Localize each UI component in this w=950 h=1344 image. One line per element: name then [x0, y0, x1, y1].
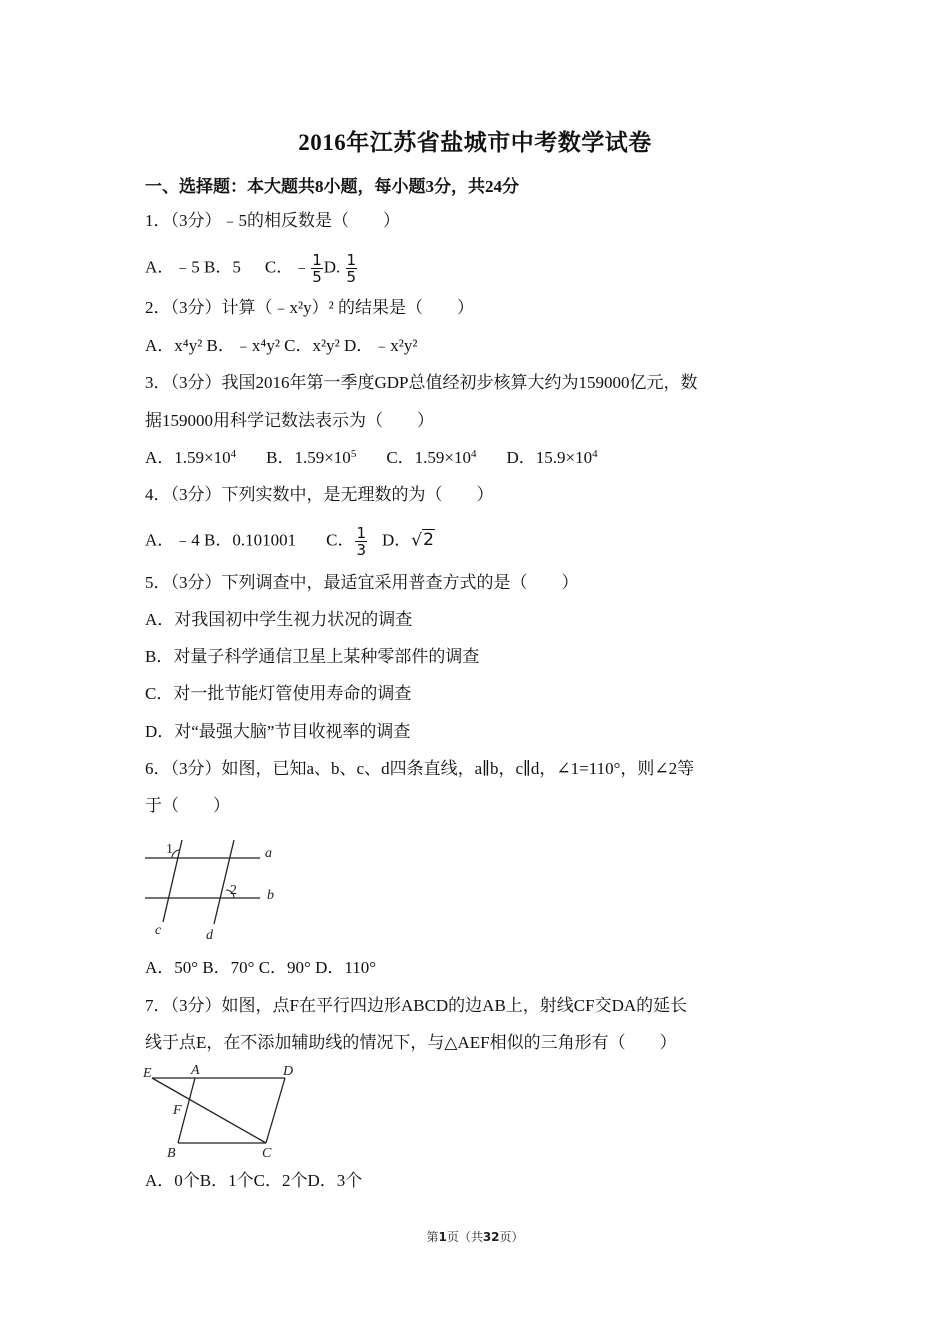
label-point-B: B [167, 1146, 176, 1161]
section-heading: 一、选择题：本大题共8小题，每小题3分，共24分 [145, 177, 519, 196]
q1-option-ab: A．﹣5 B．5 [145, 257, 241, 277]
q1-fraction-d-denominator: 5 [346, 268, 357, 286]
q4-sqrt-d: √2 [411, 530, 434, 551]
label-line-c: c [155, 923, 162, 938]
question-5-option-b: B．对量子科学通信卫星上某种零部件的调查 [145, 647, 480, 666]
q1-fraction-d [346, 252, 358, 285]
question-5-option-a: A．对我国初中学生视力状况的调查 [145, 610, 413, 629]
question-6-options: A．50° B．70° C．90° D．110° [145, 958, 377, 977]
label-line-d: d [206, 928, 213, 943]
question-5-option-d: D．对“最强大脑”节目收视率的调查 [145, 722, 411, 741]
question-4-stem: 4．（3分）下列实数中，是无理数的为（ ） [145, 485, 494, 504]
question-2-stem: 2．（3分）计算（﹣x²y）² 的结果是（ ） [145, 298, 474, 317]
question-6-stem-line1: 6．（3分）如图，已知a、b、c、d四条直线，a∥b，c∥d，∠1=110°，则∠2等 [145, 759, 695, 778]
q3-option-a: A．1.59×10 [145, 448, 231, 467]
label-point-C: C [262, 1146, 272, 1161]
question-1-options [145, 252, 358, 285]
question-1-stem: 1．（3分）﹣5的相反数是（ ） [145, 211, 400, 230]
label-point-F: F [173, 1103, 182, 1118]
footer-prefix: 第 [426, 1230, 439, 1244]
label-point-E: E [143, 1066, 152, 1081]
footer-total-pages: 32 [482, 1230, 500, 1244]
question-3-stem-line1: 3．（3分）我国2016年第一季度GDP总值经初步核算大约为159000亿元，数 [145, 373, 698, 392]
q1-option-c: C．﹣ [264, 257, 311, 277]
question-3-options [145, 447, 598, 469]
q3-option-c: C．1.59×10 [386, 448, 471, 467]
question-7-options: A．0个B．1个C．2个D．3个 [145, 1171, 363, 1190]
q3-option-a-exponent: 4 [230, 448, 237, 460]
label-line-a: a [265, 846, 272, 861]
q1-option-d: D. [323, 257, 341, 277]
q1-fraction-c [311, 252, 323, 285]
label-angle-1: 1 [166, 842, 173, 857]
segment-CD [266, 1078, 285, 1143]
label-angle-2: 2 [230, 883, 237, 898]
q3-option-b: B．1.59×10 [266, 448, 351, 467]
question-7-stem-line2: 线于点E，在不添加辅助线的情况下，与△AEF相似的三角形有（ ） [145, 1033, 677, 1052]
q4-option-d: D． [382, 530, 412, 550]
line-d [214, 840, 234, 924]
q4-option-c: C． [326, 530, 355, 550]
question-4-options [145, 525, 435, 558]
question-6-stem-line2: 于（ ） [145, 796, 230, 815]
label-line-b: b [267, 888, 274, 903]
q1-fraction-d-numerator: 1 [346, 251, 357, 269]
question-7-stem-line1: 7．（3分）如图，点F在平行四边形ABCD的边AB上，射线CF交DA的延长 [145, 996, 688, 1015]
question-3-stem-line2: 据159000用科学记数法表示为（ ） [145, 411, 434, 430]
q4-fraction-c-numerator: 1 [356, 524, 367, 542]
q4-option-ab: A．﹣4 B．0.101001 [145, 530, 297, 550]
page-footer [0, 1228, 950, 1245]
q3-option-d-exponent: 4 [592, 448, 598, 460]
page-title: 2016年江苏省盐城市中考数学试卷 [298, 130, 652, 155]
question-6-figure [140, 830, 290, 945]
question-7-figure [140, 1060, 310, 1165]
q3-option-b-exponent: 5 [350, 448, 357, 460]
question-2-options: A．x⁴y² B．﹣x⁴y² C．x²y² D．﹣x²y² [145, 336, 418, 355]
label-point-A: A [191, 1063, 200, 1078]
q3-option-d: D．15.9×10 [506, 448, 593, 467]
footer-middle: 页（共 [446, 1230, 483, 1244]
q4-fraction-c-denominator: 3 [356, 541, 367, 559]
question-5-stem: 5．（3分）下列调查中，最适宜采用普查方式的是（ ） [145, 573, 579, 592]
footer-suffix: 页） [499, 1230, 524, 1244]
footer-page-number: 1 [438, 1230, 447, 1244]
label-point-D: D [283, 1064, 294, 1079]
q3-option-c-exponent: 4 [471, 448, 477, 460]
q4-fraction-c [355, 525, 367, 558]
segment-EC [152, 1078, 266, 1143]
q4-sqrt-radicand: 2 [423, 530, 434, 551]
q1-fraction-c-numerator: 1 [312, 251, 322, 269]
question-5-option-c: C．对一批节能灯管使用寿命的调查 [145, 684, 412, 703]
q1-fraction-c-denominator: 5 [312, 268, 322, 286]
